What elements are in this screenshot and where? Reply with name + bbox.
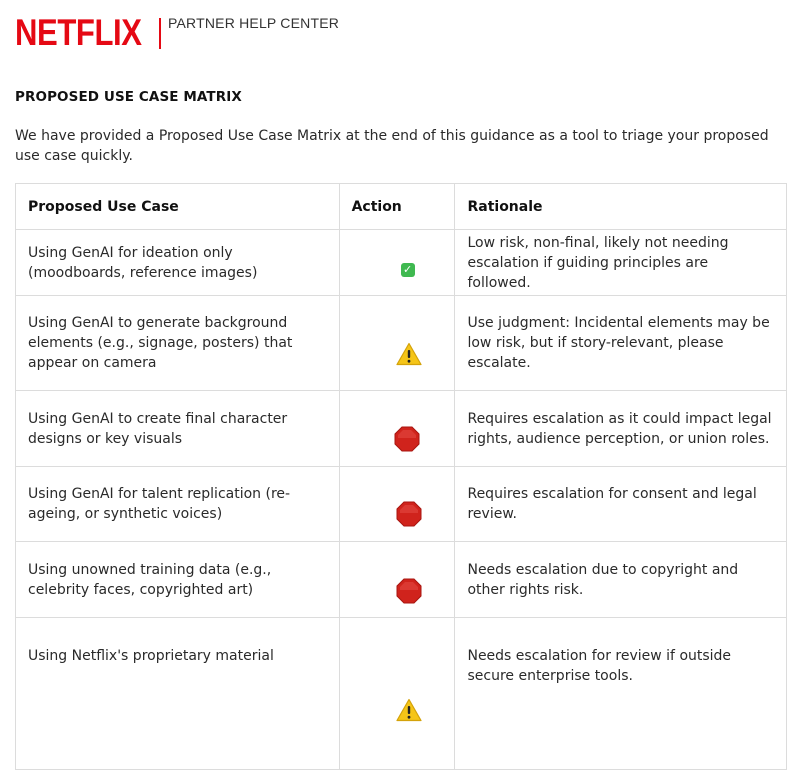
table-row <box>16 391 787 467</box>
action-cell <box>339 296 455 391</box>
check-icon: ✓ <box>401 263 415 277</box>
partner-help-center-label[interactable]: PARTNER HELP CENTER <box>168 15 340 31</box>
netflix-logo[interactable]: NETFLIX <box>15 12 142 53</box>
action-cell <box>339 467 455 542</box>
action-cell <box>339 542 455 618</box>
use-case-cell: Using Netflix's proprietary material <box>16 618 340 770</box>
column-header-use-case: Proposed Use Case <box>16 184 340 230</box>
table-header-row <box>16 184 787 230</box>
action-cell <box>339 230 455 296</box>
action-cell <box>339 391 455 467</box>
stop-icon <box>396 501 422 527</box>
table-row <box>16 296 787 391</box>
column-header-action: Action <box>339 184 455 230</box>
warning-icon <box>396 342 422 366</box>
use-case-cell: Using unowned training data (e.g., celebrity faces, copyrighted art) <box>16 542 340 618</box>
warning-icon <box>396 698 422 722</box>
use-case-cell: Using GenAI to create final character designs or key visuals <box>16 391 340 467</box>
use-case-matrix-table <box>15 183 787 770</box>
header-divider <box>159 18 161 49</box>
table-row <box>16 230 787 296</box>
rationale-cell: Requires escalation as it could impact legal rights, audience perception, or union roles. <box>455 391 787 467</box>
use-case-cell: Using GenAI for ideation only (moodboards, reference images) <box>16 230 340 296</box>
intro-paragraph: We have provided a Proposed Use Case Matrix at the end of this guidance as a tool to triage your proposed use case quickly. <box>15 128 769 164</box>
table-row <box>16 467 787 542</box>
rationale-cell: Low risk, non-final, likely not needing escalation if guiding principles are followed. <box>455 230 787 296</box>
action-cell <box>339 618 455 770</box>
rationale-cell: Use judgment: Incidental elements may be low risk, but if story-relevant, please escalate. <box>455 296 787 391</box>
section-title: PROPOSED USE CASE MATRIX <box>15 89 242 105</box>
column-header-rationale: Rationale <box>455 184 787 230</box>
stop-icon <box>396 578 422 604</box>
page-header <box>15 14 795 54</box>
table-row <box>16 542 787 618</box>
table-row <box>16 618 787 770</box>
use-case-cell: Using GenAI to generate background elements (e.g., signage, posters) that appear on camera <box>16 296 340 391</box>
use-case-cell: Using GenAI for talent replication (re-ageing, or synthetic voices) <box>16 467 340 542</box>
stop-icon <box>394 426 420 452</box>
rationale-cell: Needs escalation due to copyright and other rights risk. <box>455 542 787 618</box>
rationale-cell: Needs escalation for review if outside secure enterprise tools. <box>455 618 787 770</box>
rationale-cell: Requires escalation for consent and legal review. <box>455 467 787 542</box>
